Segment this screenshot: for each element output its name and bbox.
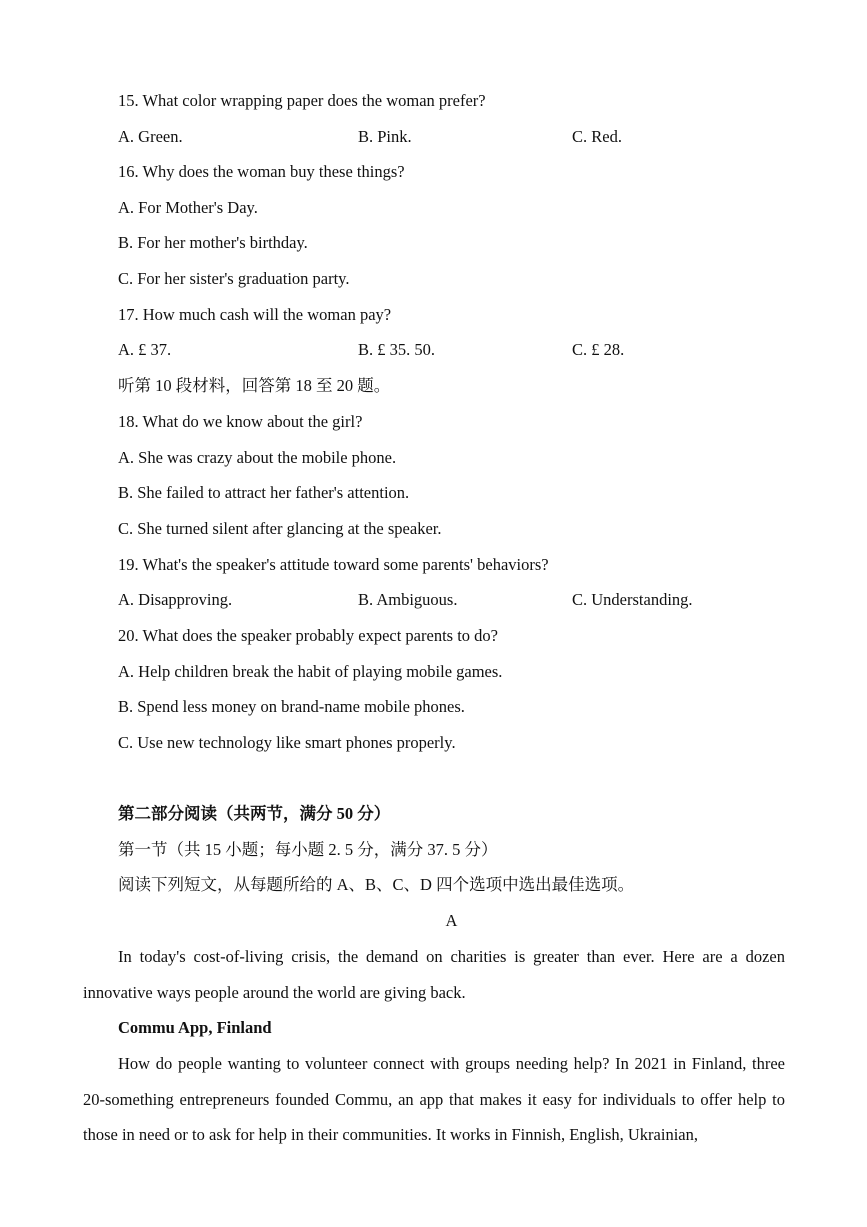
q19-option-a: A. Disapproving. <box>118 590 233 609</box>
section1-heading: 第一节（共 15 小题；每小题 2. 5 分，满分 37. 5 分） <box>118 840 498 859</box>
q17-option-b: B. £ 35. 50. <box>358 340 436 359</box>
body-paragraph <box>83 1046 785 1153</box>
part2-heading: 第二部分阅读（共两节，满分 50 分） <box>118 804 391 823</box>
question-19: 19. What's the speaker's attitude toward some parents' behaviors? <box>118 555 549 574</box>
q20-option-a: A. Help children break the habit of playing mobile games. <box>118 662 503 681</box>
q20-option-b: B. Spend less money on brand-name mobile phones. <box>118 697 465 716</box>
q18-option-c: C. She turned silent after glancing at the speaker. <box>118 519 442 538</box>
q17-option-a: A. £ 37. <box>118 340 172 359</box>
listening-instruction-10: 听第 10 段材料，回答第 18 至 20 题。 <box>118 376 391 395</box>
passage-label: A <box>445 911 458 930</box>
reading-instruction: 阅读下列短文，从每题所给的 A、B、C、D 四个选项中选出最佳选项。 <box>118 875 635 894</box>
body-paragraph-text: How do people wanting to volunteer connect with groups needing help? In 2021 in Finland, three 20-something entrepreneurs founded Commu, an app that makes it easy for individuals to offer help to those in need or to ask for help in their communities. It works in Finnish, English, Ukrainian, <box>83 1054 785 1145</box>
question-20: 20. What does the speaker probably expect parents to do? <box>118 626 498 645</box>
q15-option-c: C. Red. <box>572 127 622 146</box>
question-17: 17. How much cash will the woman pay? <box>118 305 392 324</box>
question-15: 15. What color wrapping paper does the woman prefer? <box>118 91 486 110</box>
question-16: 16. Why does the woman buy these things? <box>118 162 405 181</box>
q15-option-a: A. Green. <box>118 127 183 146</box>
q17-option-c: C. £ 28. <box>572 340 625 359</box>
intro-paragraph-text: In today's cost-of-living crisis, the demand on charities is greater than ever. Here are a dozen innovative ways people around the world are giving back. <box>83 947 785 1002</box>
q16-option-b: B. For her mother's birthday. <box>118 233 308 252</box>
q20-option-c: C. Use new technology like smart phones properly. <box>118 733 456 752</box>
q18-option-a: A. She was crazy about the mobile phone. <box>118 448 397 467</box>
q15-option-b: B. Pink. <box>358 127 412 146</box>
q16-option-c: C. For her sister's graduation party. <box>118 269 350 288</box>
intro-paragraph <box>83 939 785 1010</box>
question-18: 18. What do we know about the girl? <box>118 412 363 431</box>
subheading-commu: Commu App, Finland <box>118 1018 272 1037</box>
q19-option-b: B. Ambiguous. <box>358 590 458 609</box>
q18-option-b: B. She failed to attract her father's attention. <box>118 483 410 502</box>
q16-option-a: A. For Mother's Day. <box>118 198 258 217</box>
q19-option-c: C. Understanding. <box>572 590 693 609</box>
